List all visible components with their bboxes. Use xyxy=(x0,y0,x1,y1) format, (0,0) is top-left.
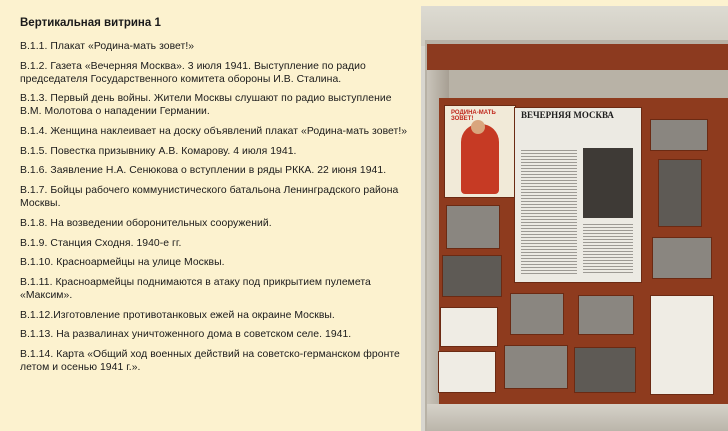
caption-item: В.1.6. Заявление Н.А. Сенюкова о вступлении в ряды РККА. 22 июня 1941. xyxy=(20,165,387,177)
photo-exhibit xyxy=(651,120,707,150)
case-header xyxy=(427,44,728,70)
caption-item: В.1.11. Красноармейцы поднимаются в атаку под прикрытием пулемета «Максим». xyxy=(20,276,371,301)
slide-title: Вертикальная витрина 1 xyxy=(20,17,161,29)
caption-item: В.1.10. Красноармейцы на улице Москвы. xyxy=(20,257,225,269)
caption-item: В.1.2. Газета «Вечерняя Москва». 3 июля 1941. Выступление по радио председателя Государственного комитета обороны И.В. Сталина. xyxy=(20,60,366,85)
caption-item: В.1.13. На развалинах уничтоженного дома в советском селе. 1941. xyxy=(20,329,352,341)
caption-panel xyxy=(20,17,412,381)
photo-exhibit xyxy=(659,160,701,226)
poster-figure xyxy=(461,124,499,194)
document-exhibit xyxy=(439,352,495,392)
newspaper-exhibit xyxy=(515,108,641,282)
caption-item: В.1.8. На возведении оборонительных сооружений. xyxy=(20,217,272,229)
caption-item: В.1.12.Изготовление противотанковых ежей на окраине Москвы. xyxy=(20,309,335,321)
caption-item: В.1.9. Станция Сходня. 1940-е гг. xyxy=(20,237,182,249)
case-base xyxy=(427,404,728,431)
photo-exhibit xyxy=(447,206,499,248)
poster-exhibit xyxy=(445,106,515,197)
photo-exhibit xyxy=(443,256,501,296)
photo-exhibit xyxy=(653,238,711,278)
caption-item: В.1.14. Карта «Общий ход военных действий на советско-германском фронте летом и осенью 1941 г.». xyxy=(20,348,400,373)
poster-title: РОДИНА-МАТЬ ЗОВЕТ! xyxy=(451,110,496,122)
newspaper-portrait xyxy=(583,148,633,218)
caption-item: В.1.3. Первый день войны. Жители Москвы слушают по радио выступление В.М. Молотова о нападении Германии. xyxy=(20,93,392,118)
caption-item: В.1.5. Повестка призывнику А.В. Комарову. 4 июля 1941. xyxy=(20,145,297,157)
photo-exhibit xyxy=(575,348,635,392)
newspaper-text-column xyxy=(521,148,577,274)
photo-exhibit xyxy=(505,346,567,388)
map-exhibit xyxy=(651,296,713,394)
newspaper-text-column xyxy=(583,222,633,274)
caption-item: В.1.7. Бойцы рабочего коммунистического батальона Ленинградского района Москвы. xyxy=(20,185,399,210)
photo-exhibit xyxy=(579,296,633,334)
caption-item: В.1.1. Плакат «Родина-мать зовет!» xyxy=(20,41,195,52)
photo-exhibit xyxy=(511,294,563,334)
newspaper-masthead: ВЕЧЕРНЯЯ МОСКВА xyxy=(521,110,614,120)
poster-figure-head xyxy=(471,120,485,134)
caption-item: В.1.4. Женщина наклеивает на доску объявлений плакат «Родина-мать зовет!» xyxy=(20,126,408,138)
vitrine-photo xyxy=(421,6,728,431)
document-exhibit xyxy=(441,308,497,346)
